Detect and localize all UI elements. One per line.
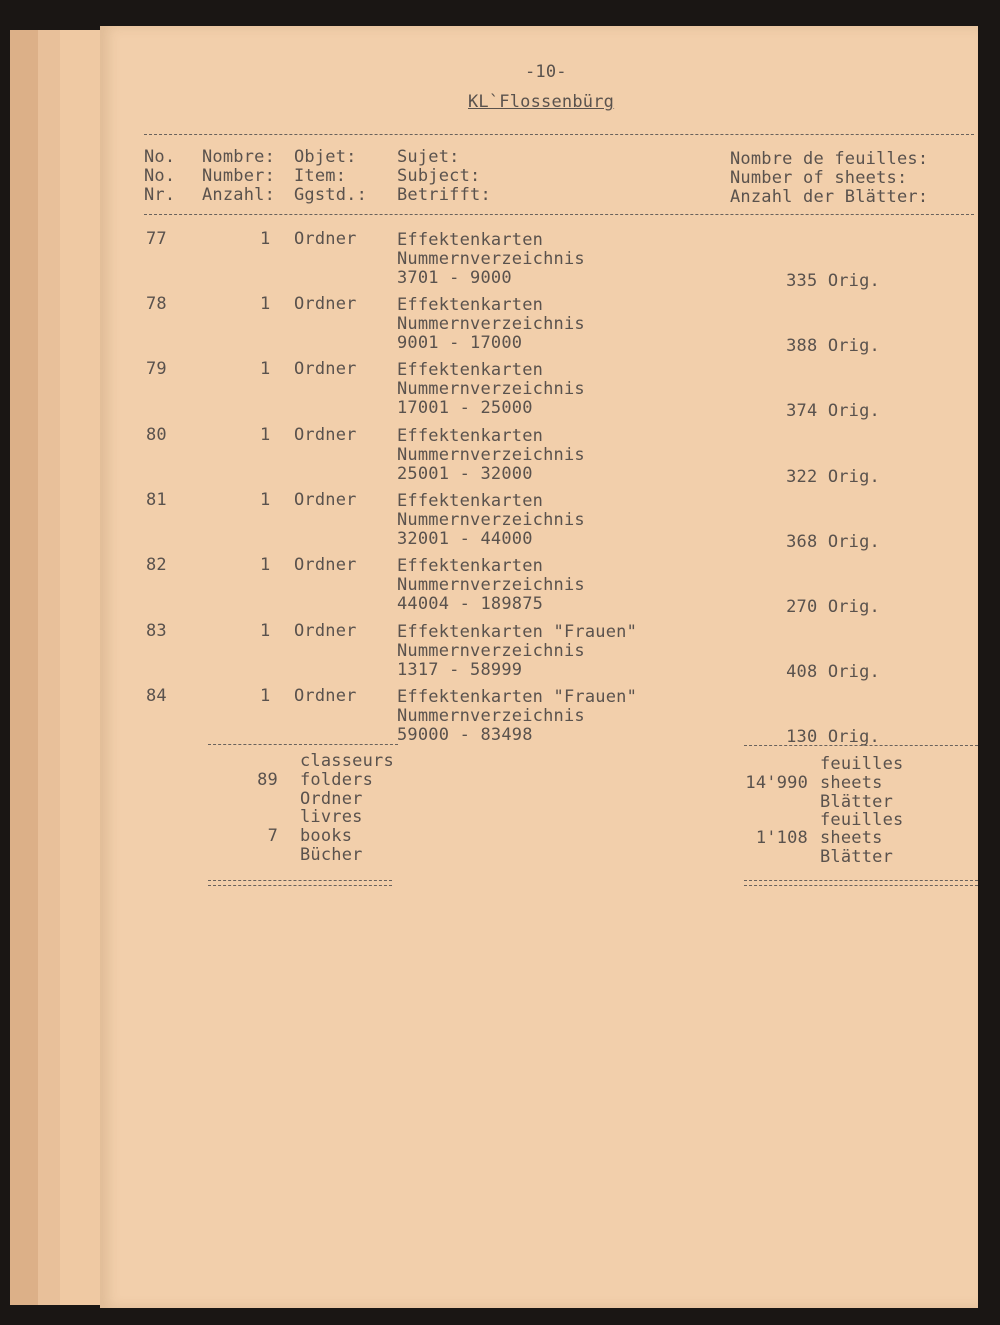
row-sheets: 322 Orig.	[786, 467, 880, 487]
row-sheets: 388 Orig.	[786, 336, 880, 356]
row-number: 79	[146, 359, 167, 379]
row-subject-line: Effektenkarten	[397, 230, 544, 250]
row-subject-line: 25001 - 32000	[397, 464, 533, 484]
page-stack-edge	[60, 30, 102, 1305]
row-number: 81	[146, 490, 167, 510]
row-sheets: 368 Orig.	[786, 532, 880, 552]
row-sheets: 408 Orig.	[786, 662, 880, 682]
row-number: 84	[146, 686, 167, 706]
page-number: -10-	[525, 62, 567, 82]
row-sheets: 130 Orig.	[786, 727, 880, 747]
total-sheets-count: 14'990	[745, 773, 808, 793]
row-subject-line: Nummernverzeichnis	[397, 706, 585, 726]
final-rule-left	[208, 880, 392, 886]
row-subject-line: 1317 - 58999	[397, 660, 523, 680]
row-subject-line: Nummernverzeichnis	[397, 510, 585, 530]
row-subject-line: 32001 - 44000	[397, 529, 533, 549]
total-folders-count: 89	[257, 770, 278, 790]
row-subject-line: Effektenkarten	[397, 360, 544, 380]
row-subject-line: 3701 - 9000	[397, 268, 512, 288]
row-item: Ordner	[294, 359, 357, 379]
row-subject-line: Effektenkarten	[397, 491, 544, 511]
row-subject-line: 9001 - 17000	[397, 333, 523, 353]
row-subject-line: 17001 - 25000	[397, 398, 533, 418]
row-item: Ordner	[294, 555, 357, 575]
row-sheets: 374 Orig.	[786, 401, 880, 421]
row-count: 1	[260, 686, 271, 706]
row-item: Ordner	[294, 686, 357, 706]
total-books-count: 7	[267, 826, 278, 846]
row-number: 82	[146, 555, 167, 575]
row-subject-line: Nummernverzeichnis	[397, 445, 585, 465]
row-subject-line: 59000 - 83498	[397, 725, 533, 745]
row-subject-line: Effektenkarten	[397, 426, 544, 446]
row-subject-line: Nummernverzeichnis	[397, 249, 585, 269]
row-subject-line: Nummernverzeichnis	[397, 379, 585, 399]
row-subject-line: Effektenkarten	[397, 295, 544, 315]
row-item: Ordner	[294, 490, 357, 510]
total-sheets-count: 1'108	[755, 828, 808, 848]
row-item: Ordner	[294, 229, 357, 249]
row-count: 1	[260, 359, 271, 379]
row-number: 77	[146, 229, 167, 249]
subtotal-rule-left	[208, 744, 398, 745]
final-rule-right	[744, 880, 978, 886]
header-rule-top	[144, 134, 974, 135]
row-sheets: 270 Orig.	[786, 597, 880, 617]
row-count: 1	[260, 294, 271, 314]
row-subject-line: Effektenkarten	[397, 556, 544, 576]
row-count: 1	[260, 621, 271, 641]
row-count: 1	[260, 425, 271, 445]
row-subject-line: Nummernverzeichnis	[397, 314, 585, 334]
row-number: 80	[146, 425, 167, 445]
row-item: Ordner	[294, 425, 357, 445]
camp-title: KL`Flossenbürg	[468, 92, 615, 112]
row-item: Ordner	[294, 621, 357, 641]
row-number: 78	[146, 294, 167, 314]
row-number: 83	[146, 621, 167, 641]
row-subject-line: 44004 - 189875	[397, 594, 544, 614]
row-count: 1	[260, 555, 271, 575]
row-subject-line: Nummernverzeichnis	[397, 575, 585, 595]
row-count: 1	[260, 229, 271, 249]
header-rule-bottom	[144, 214, 974, 215]
document-page: -10- KL`Flossenbürg No. No. Nr. Nombre: Number: Anzahl: Objet: Item: Ggstd.: Sujet: Subject: Betrifft: Nombre de feuilles: Number of sheets: Anzahl der Blätter: 77 1 Ordner Effektenkarten Nummernverzeichnis 3701 - 9000 335 Orig. 78 1 Ordner Effektenkarten Nummernverzeichnis 9001 - 17000 388 Orig. 79 1 Ordner Effektenkarten Nummernverzeichnis 17001 - 25000 374 Orig. 80 1 Ordner Effektenkarten Nummernverzeichnis 25001 - 32000 322 Orig. 81 1 Ordner Effektenkarten Nummernverzeichnis 32001 - 44000 368 Orig. 82 1 Ordner Effektenkarten Nummernverzeichnis 44004 - 189875 270 Orig. 83 1 Ordner Effektenkarten "Frauen" Nummernverzeichnis 1317 - 58999 408 Orig. 84 1 Ordner Effektenkarten "Frauen" Nummernverzeichnis 59000 - 83498 130 Orig. classeurs 89 folders Ordner livres 7 books Bücher feuilles 14'990 sheets Blätter feuilles 1'108 sheets Blätter	[100, 26, 978, 1308]
row-count: 1	[260, 490, 271, 510]
row-sheets: 335 Orig.	[786, 271, 880, 291]
row-item: Ordner	[294, 294, 357, 314]
row-subject-line: Nummernverzeichnis	[397, 641, 585, 661]
row-subject-line: Effektenkarten "Frauen"	[397, 622, 638, 642]
row-subject-line: Effektenkarten "Frauen"	[397, 687, 638, 707]
subtotal-rule-right	[744, 745, 978, 746]
